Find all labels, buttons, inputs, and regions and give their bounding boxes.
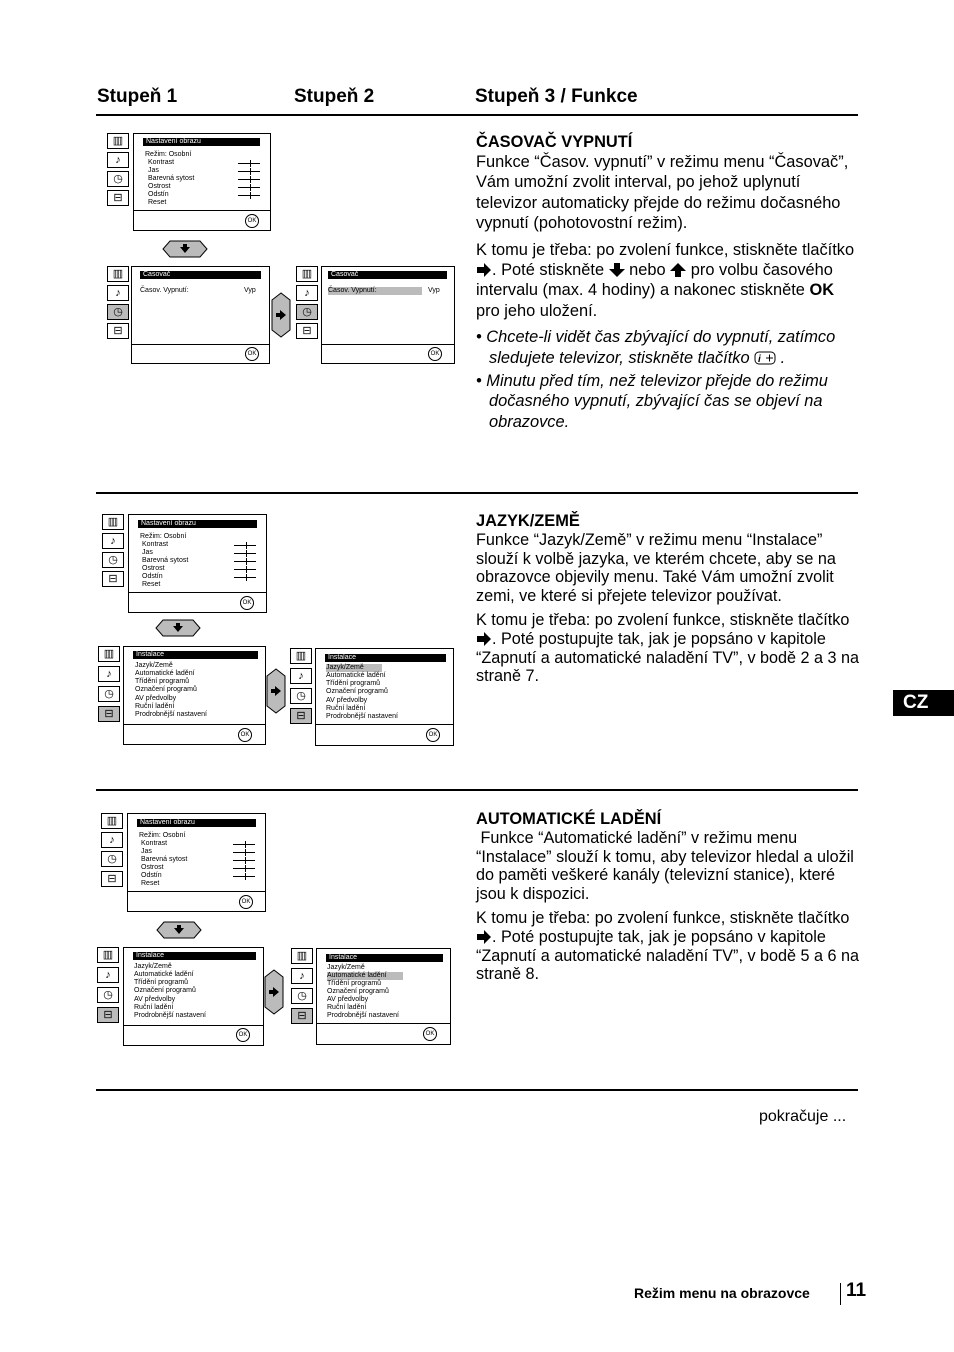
arrow-right-icon [476, 930, 492, 944]
menu-title: Nastavení obrazu [137, 819, 256, 827]
menu-title: Časovač [328, 271, 447, 279]
menu-item-highlighted: Jazyk/Země [326, 664, 382, 672]
slider-icon [233, 868, 255, 869]
arrow-right-button-icon [266, 668, 286, 714]
footer-divider [840, 1283, 841, 1305]
sound-menu-icon: ♪ [291, 968, 313, 984]
sound-menu-icon: ♪ [97, 967, 119, 983]
section-title: JAZYK/ZEMĚ [476, 512, 580, 530]
install-menu-icon: ⊟ [102, 571, 124, 587]
timer-menu-icon: ◷ [102, 552, 124, 568]
menu-item: Odstín [142, 573, 163, 580]
menu-title: Instalace [133, 952, 256, 960]
info-button-icon [754, 351, 776, 365]
arrow-up-icon [670, 263, 686, 277]
ok-icon: OK [426, 728, 440, 742]
menu-item: Barevná sytost [142, 557, 189, 564]
header-step3: Stupeň 3 / Funkce [475, 86, 638, 107]
language-section-text [476, 511, 860, 692]
timer-section-text [476, 132, 860, 435]
menu-item: Režim: Osobní [139, 832, 186, 839]
menu-item: Ruční ladění [327, 1004, 367, 1011]
sound-menu-icon: ♪ [107, 152, 129, 168]
slider-icon [233, 852, 255, 853]
menu-item: Ruční ladění [326, 705, 366, 712]
menu-item: Odstín [141, 872, 162, 879]
menu-item: Prodrobnější nastavení [135, 711, 207, 718]
slider-icon [234, 569, 256, 570]
sound-menu-icon: ♪ [98, 666, 120, 682]
picture-menu-icon: ▥ [107, 266, 129, 282]
menu-title: Instalace [326, 954, 443, 962]
continues-label: pokračuje ... [759, 1108, 847, 1125]
install-menu-icon: ⊟ [97, 1007, 119, 1023]
menu-item: Ostrost [148, 183, 171, 190]
menu-item: Kontrast [148, 159, 175, 166]
ok-icon: OK [240, 596, 254, 610]
slider-icon [234, 545, 256, 546]
ok-icon: OK [245, 214, 259, 228]
paragraph: K tomu je třeba: po zvolení funkce, stiskněte tlačítko . Poté postupujte tak, jak je popsáno v kapitole “Zapnutí a automatické naladění TV”, v bodě 5 a 6 na straně 8. [476, 909, 860, 984]
picture-menu-icon: ▥ [101, 813, 123, 829]
section-title: ČASOVAČ VYPNUTÍ [476, 133, 633, 151]
arrow-right-icon [476, 632, 492, 646]
picture-menu-icon: ▥ [291, 948, 313, 964]
ok-icon: OK [236, 1028, 250, 1042]
language-tab: CZ [893, 690, 954, 716]
arrow-down-icon [609, 263, 625, 277]
timer-menu-icon: ◷ [291, 988, 313, 1004]
picture-menu-screen [127, 813, 266, 912]
menu-item: Automatické ladění [135, 670, 195, 677]
menu-item: Reset [148, 199, 167, 206]
menu-item: Kontrast [141, 840, 168, 847]
ok-icon: OK [239, 895, 253, 909]
menu-item: AV předvolby [326, 697, 368, 704]
paragraph: K tomu je třeba: po zvolení funkce, stiskněte tlačítko . Poté postupujte tak, jak je popsáno v kapitole “Zapnutí a automatické naladění TV”, v bodě 2 a 3 na straně 7. [476, 611, 860, 686]
picture-menu-screen [133, 133, 271, 231]
svg-text:i: i [758, 353, 761, 365]
slider-icon [238, 163, 260, 164]
picture-menu-icon: ▥ [290, 648, 312, 664]
arrow-right-icon [476, 263, 492, 277]
timer-menu-icon: ◷ [296, 304, 318, 320]
menu-value: Vyp [244, 287, 256, 294]
menu-item: Automatické ladění [326, 672, 386, 679]
menu-item: Režim: Osobní [140, 533, 187, 540]
ok-icon: OK [238, 728, 252, 742]
menu-item: Označení programů [135, 686, 197, 693]
menu-item: Reset [142, 581, 161, 588]
picture-menu-icon: ▥ [102, 514, 124, 530]
paragraph: Funkce “Jazyk/Země” v režimu menu “Instalace” slouží k volbě jazyka, ve kterém chcete, aby se na obrazovce objevily menu. Také Vám umožní zvolit zemi, ve které si přejete televizor používat. [476, 531, 836, 605]
menu-item: Reset [141, 880, 160, 887]
menu-item: Třídění programů [135, 678, 190, 685]
footer-section-title: Režim menu na obrazovce [634, 1285, 810, 1301]
sound-menu-icon: ♪ [107, 285, 129, 301]
paragraph: K tomu je třeba: po zvolení funkce, stiskněte tlačítko . Poté stiskněte nebo pro volbu časového intervalu (max. 4 hodiny) a nakonec stiskněte OK pro jeho uložení. [476, 240, 855, 320]
section-title: AUTOMATICKÉ LADĚNÍ [476, 810, 662, 828]
bullet: • Chcete-li vidět čas zbývající do vypnutí, zatímco sledujete televizor, stiskněte tlačítko i . [476, 328, 836, 367]
slider-icon [238, 187, 260, 188]
menu-item: AV předvolby [134, 996, 176, 1003]
picture-menu-icon: ▥ [107, 133, 129, 149]
timer-menu-icon: ◷ [107, 171, 129, 187]
menu-item-highlighted: Časov. Vypnutí: [328, 287, 422, 295]
divider [96, 114, 858, 116]
menu-item: Třídění programů [326, 680, 381, 687]
menu-title: Nastavení obrazu [138, 520, 257, 528]
paragraph: Funkce “Časov. vypnutí” v režimu menu “Časovač”, Vám umožní zvolit interval, po jehož uplynutí televizor automaticky přejde do režimu dočasného vypnutí (pohotovostní režim). [476, 153, 849, 233]
menu-item: Barevná sytost [141, 856, 188, 863]
page-number: 11 [846, 1280, 867, 1301]
timer-menu-icon: ◷ [101, 851, 123, 867]
picture-menu-icon: ▥ [97, 947, 119, 963]
ok-icon: OK [245, 347, 259, 361]
slider-icon [233, 844, 255, 845]
menu-item-highlighted: Automatické ladění [327, 972, 403, 980]
install-menu-icon: ⊟ [290, 708, 312, 724]
install-menu-icon: ⊟ [107, 190, 129, 206]
sound-menu-icon: ♪ [290, 668, 312, 684]
menu-item: Označení programů [327, 988, 389, 995]
slider-icon [234, 553, 256, 554]
menu-item: Ruční ladění [135, 703, 175, 710]
header-step1: Stupeň 1 [97, 86, 178, 107]
install-menu-screen [123, 947, 264, 1046]
menu-item: Třídění programů [327, 980, 382, 987]
menu-item: Ruční ladění [134, 1004, 174, 1011]
slider-icon [234, 577, 256, 578]
timer-menu-icon: ◷ [97, 987, 119, 1003]
menu-value: Vyp [428, 287, 440, 294]
menu-item: Režim: Osobní [145, 151, 192, 158]
timer-menu-icon: ◷ [107, 304, 129, 320]
install-menu-screen-selected [316, 948, 451, 1045]
slider-icon [238, 195, 260, 196]
sound-menu-icon: ♪ [296, 285, 318, 301]
install-menu-icon: ⊟ [98, 706, 120, 722]
menu-item: Automatické ladění [134, 971, 194, 978]
menu-item: Jas [142, 549, 153, 556]
divider [96, 1089, 858, 1091]
menu-item: Odstín [148, 191, 169, 198]
picture-menu-icon: ▥ [98, 646, 120, 662]
menu-item: Prodrobnější nastavení [326, 713, 398, 720]
slider-icon [238, 179, 260, 180]
auto-tuning-section-text [476, 809, 860, 990]
arrow-right-button-icon [271, 292, 291, 338]
timer-menu-screen [131, 266, 270, 364]
arrow-down-button-icon [162, 240, 208, 258]
menu-item: Ostrost [142, 565, 165, 572]
menu-item: Označení programů [326, 688, 388, 695]
divider [96, 492, 858, 494]
menu-item: Časov. Vypnutí: [140, 287, 189, 294]
menu-item: Jazyk/Země [135, 662, 173, 669]
install-menu-icon: ⊟ [107, 323, 129, 339]
ok-icon: OK [428, 347, 442, 361]
menu-title: Nastavení obrazu [143, 138, 260, 146]
menu-item: Prodrobnější nastavení [134, 1012, 206, 1019]
paragraph: Funkce “Automatické ladění” v režimu menu “Instalace” slouží k tomu, aby televizor hledal a uložil do paměti veškeré kanály (televizní stanice), které jsou k dispozici. [476, 829, 859, 903]
menu-title: Instalace [325, 654, 446, 662]
picture-menu-icon: ▥ [296, 266, 318, 282]
menu-title: Časovač [140, 271, 261, 279]
menu-item: Jazyk/Země [134, 963, 172, 970]
menu-item: AV předvolby [327, 996, 369, 1003]
menu-item: Prodrobnější nastavení [327, 1012, 399, 1019]
menu-title: Instalace [133, 651, 258, 659]
slider-icon [234, 561, 256, 562]
menu-item: Označení programů [134, 987, 196, 994]
slider-icon [233, 860, 255, 861]
menu-item: Kontrast [142, 541, 169, 548]
slider-icon [238, 171, 260, 172]
slider-icon [233, 876, 255, 877]
timer-menu-icon: ◷ [290, 688, 312, 704]
ok-icon: OK [423, 1027, 437, 1041]
arrow-right-button-icon [264, 969, 284, 1015]
sound-menu-icon: ♪ [102, 533, 124, 549]
install-menu-screen-selected [315, 648, 454, 746]
timer-menu-icon: ◷ [98, 686, 120, 702]
timer-menu-screen-selected [321, 266, 455, 364]
picture-menu-screen [128, 514, 267, 613]
menu-item: Jas [148, 167, 159, 174]
menu-item: Jazyk/Země [327, 964, 365, 971]
sound-menu-icon: ♪ [101, 832, 123, 848]
header-step2: Stupeň 2 [294, 86, 375, 107]
divider [96, 789, 858, 791]
bullet: • Minutu před tím, než televizor přejde do režimu dočasného vypnutí, zbývající čas se objeví na obrazovce. [476, 372, 828, 431]
install-menu-icon: ⊟ [291, 1008, 313, 1024]
menu-item: AV předvolby [135, 695, 177, 702]
arrow-down-button-icon [156, 921, 202, 939]
menu-item: Třídění programů [134, 979, 189, 986]
menu-item: Ostrost [141, 864, 164, 871]
menu-item: Jas [141, 848, 152, 855]
install-menu-icon: ⊟ [296, 323, 318, 339]
arrow-down-button-icon [155, 619, 201, 637]
menu-item: Barevná sytost [148, 175, 195, 182]
install-menu-screen [123, 646, 266, 745]
install-menu-icon: ⊟ [101, 871, 123, 887]
